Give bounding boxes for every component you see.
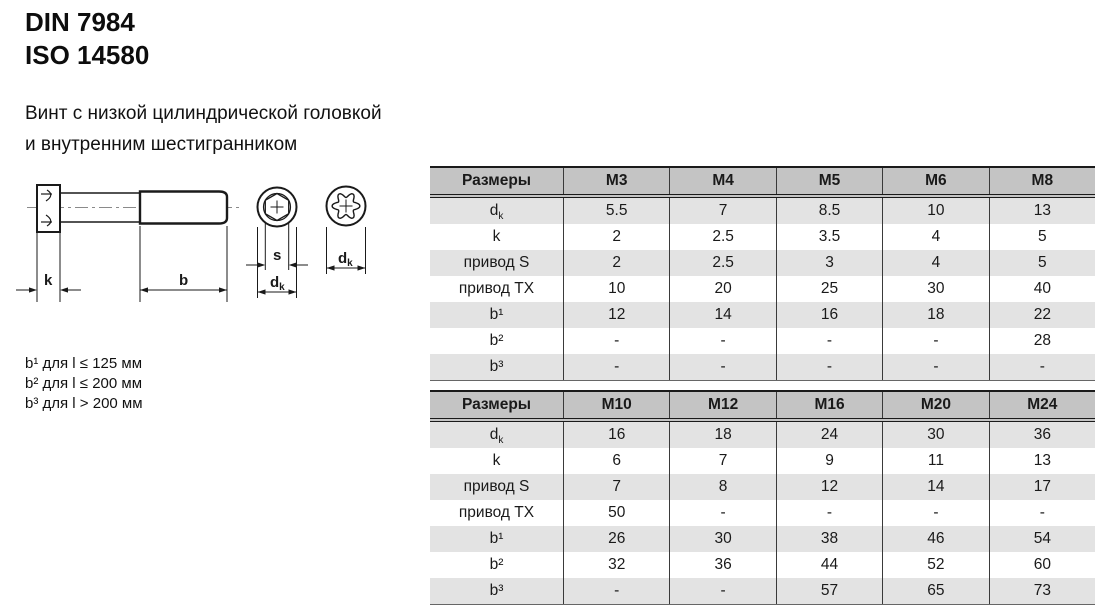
table-cell: - [669, 354, 775, 380]
table-cell: 50 [563, 500, 669, 526]
table-cell: - [776, 500, 882, 526]
table-cell: 5.5 [563, 198, 669, 224]
center-cross [340, 200, 353, 213]
row-label: b³ [489, 358, 504, 375]
column-header: M8 [989, 168, 1095, 194]
column-header: M16 [776, 392, 882, 418]
dimension-label-dk-torx: $d_k$ [338, 250, 353, 269]
table-cell: 65 [882, 578, 988, 604]
table-row [430, 276, 1095, 302]
table-cell: 4 [882, 224, 988, 250]
subtitle-line-1: Винт с низкой цилиндрической головкой [25, 103, 382, 124]
table-cell: 14 [882, 474, 988, 500]
table-cell: 54 [989, 526, 1095, 552]
dimensions-table-m3-m8 [430, 166, 1095, 381]
table-cell: 16 [563, 422, 669, 448]
table-cell: 14 [669, 302, 775, 328]
table-row [430, 552, 1095, 578]
table-cell: 6 [563, 448, 669, 474]
table-cell: 30 [882, 422, 988, 448]
table-cell: 10 [563, 276, 669, 302]
table-header-row [430, 392, 1095, 422]
table-cell: 73 [989, 578, 1095, 604]
table-cell: - [776, 328, 882, 354]
table-cell: 10 [882, 198, 988, 224]
row-label: b¹ [489, 530, 504, 547]
table-row [430, 578, 1095, 604]
column-header: M20 [882, 392, 988, 418]
table-cell: 24 [776, 422, 882, 448]
table-cell: 13 [989, 198, 1095, 224]
table-cell: - [882, 500, 988, 526]
standard-iso: ISO 14580 [25, 40, 150, 70]
table-cell: 52 [882, 552, 988, 578]
row-label: b³ [489, 582, 504, 599]
dimension-label-dk-hex: $d_k$ [270, 274, 285, 293]
table-cell: - [882, 328, 988, 354]
table-cell: 60 [989, 552, 1095, 578]
table-cell: 18 [882, 302, 988, 328]
column-header: M4 [669, 168, 775, 194]
table-cell: - [669, 578, 775, 604]
table-cell: 36 [669, 552, 775, 578]
subtitle-line-2: и внутренним шестигранником [25, 134, 298, 155]
table-cell: 9 [776, 448, 882, 474]
table-cell: 11 [882, 448, 988, 474]
dimension-label-k: k [44, 272, 53, 289]
column-header: M10 [563, 392, 669, 418]
column-header: Размеры [461, 172, 532, 189]
table-cell: - [776, 354, 882, 380]
table-cell: 30 [669, 526, 775, 552]
table-cell: - [989, 354, 1095, 380]
dimension-b [140, 226, 227, 302]
row-label: b² [489, 332, 504, 349]
table-cell: - [669, 500, 775, 526]
table-row [430, 500, 1095, 526]
table-header-row [430, 168, 1095, 198]
row-label: b¹ [489, 306, 504, 323]
table-cell: 8 [669, 474, 775, 500]
table-cell: 7 [563, 474, 669, 500]
table-row [430, 224, 1095, 250]
table-cell: 7 [669, 448, 775, 474]
table-cell: 20 [669, 276, 775, 302]
table-cell: 30 [882, 276, 988, 302]
column-header: M12 [669, 392, 775, 418]
row-label: привод TX [458, 280, 535, 297]
page-title [25, 6, 149, 72]
row-label: k [492, 452, 501, 469]
table-cell: 26 [563, 526, 669, 552]
table-row [430, 302, 1095, 328]
technical-drawing [0, 170, 420, 312]
table-cell: 25 [776, 276, 882, 302]
footnote-b3: b³ для l > 200 мм [25, 395, 143, 412]
dimension-label-b: b [179, 272, 189, 289]
table-cell: 13 [989, 448, 1095, 474]
table-cell: 38 [776, 526, 882, 552]
hex-socket-view [258, 188, 297, 227]
dimensions-table-m10-m24 [430, 390, 1095, 605]
column-header: M3 [563, 168, 669, 194]
row-label: $d_k$ [489, 426, 504, 447]
row-label: привод S [463, 478, 530, 495]
table-cell: 3.5 [776, 224, 882, 250]
screw-thread [140, 192, 227, 224]
table-cell: - [669, 328, 775, 354]
table-cell: 2.5 [669, 224, 775, 250]
table-cell: 18 [669, 422, 775, 448]
table-cell: 32 [563, 552, 669, 578]
table-row [430, 354, 1095, 380]
table-row [430, 474, 1095, 500]
table-cell: 4 [882, 250, 988, 276]
column-header: M5 [776, 168, 882, 194]
row-label: b² [489, 556, 504, 573]
row-label: привод S [463, 254, 530, 271]
table-row [430, 328, 1095, 354]
table-cell: 2 [563, 224, 669, 250]
table-row [430, 448, 1095, 474]
table-cell: - [882, 354, 988, 380]
table-cell: 12 [776, 474, 882, 500]
table-row [430, 422, 1095, 448]
column-header: M24 [989, 392, 1095, 418]
row-label: k [492, 228, 501, 245]
standard-din: DIN 7984 [25, 7, 135, 37]
table-cell: 7 [669, 198, 775, 224]
center-cross [271, 201, 284, 214]
dimension-k [16, 233, 81, 302]
row-label: привод TX [458, 504, 535, 521]
table-cell: 2.5 [669, 250, 775, 276]
footnote-b1: b¹ для l ≤ 125 мм [25, 355, 143, 372]
footnotes [25, 354, 143, 414]
table-cell: 44 [776, 552, 882, 578]
table-row [430, 250, 1095, 276]
table-cell: 16 [776, 302, 882, 328]
table-cell: 57 [776, 578, 882, 604]
table-cell: - [989, 500, 1095, 526]
table-cell: 5 [989, 250, 1095, 276]
table-cell: 40 [989, 276, 1095, 302]
table-cell: 46 [882, 526, 988, 552]
table-row [430, 198, 1095, 224]
table-cell: 8.5 [776, 198, 882, 224]
table-cell: 28 [989, 328, 1095, 354]
table-cell: 17 [989, 474, 1095, 500]
torx-socket-view [327, 187, 366, 226]
column-header: M6 [882, 168, 988, 194]
table-cell: - [563, 354, 669, 380]
table-cell: 3 [776, 250, 882, 276]
dimension-label-s: s [273, 247, 282, 264]
table-cell: 22 [989, 302, 1095, 328]
table-cell: 2 [563, 250, 669, 276]
table-row [430, 526, 1095, 552]
table-cell: 5 [989, 224, 1095, 250]
table-cell: 36 [989, 422, 1095, 448]
footnote-b2: b² для l ≤ 200 мм [25, 375, 143, 392]
table-cell: 12 [563, 302, 669, 328]
column-header: Размеры [461, 396, 532, 413]
product-subtitle [25, 98, 382, 160]
table-cell: - [563, 328, 669, 354]
row-label: $d_k$ [489, 202, 504, 223]
table-cell: - [563, 578, 669, 604]
